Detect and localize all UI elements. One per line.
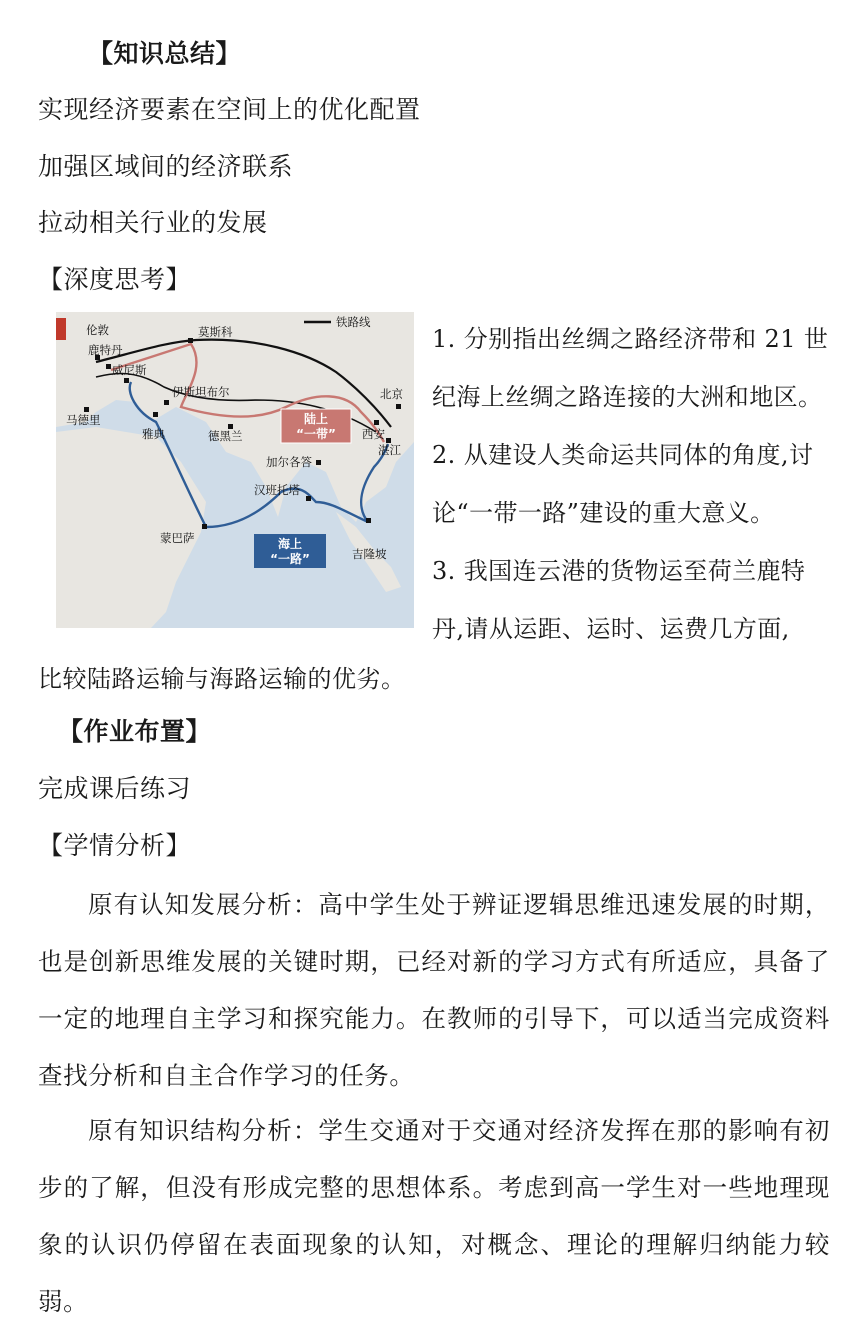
- city-marker-istanbul: [164, 400, 169, 405]
- city-label-beijing: 北京: [380, 387, 403, 401]
- land-route-label-line1: 陆上: [303, 412, 329, 426]
- city-marker-rotterdam: [106, 364, 111, 369]
- summary-heading: 【知识总结】: [88, 39, 242, 68]
- deep-thinking-heading: 【深度思考】: [38, 265, 192, 294]
- summary-point: 拉动相关行业的发展: [38, 208, 268, 237]
- city-label-tehran: 德黑兰: [208, 429, 243, 443]
- city-marker-hambantota: [306, 496, 311, 501]
- city-label-rotterdam: 鹿特丹: [88, 343, 123, 357]
- sea-route-label-line2: “一路”: [270, 552, 310, 566]
- city-label-xian: 西安: [362, 427, 385, 441]
- city-marker-athens: [153, 412, 158, 417]
- city-label-zhanjiang: 湛江: [378, 443, 401, 457]
- question-3: 3. 我国连云港的货物运至荷兰鹿特丹,请从运距、运时、运费几方面,: [432, 557, 806, 643]
- city-marker-venice: [124, 378, 129, 383]
- homework-heading: 【作业布置】: [58, 717, 212, 746]
- homework-text: 完成课后练习: [38, 774, 192, 803]
- belt-and-road-map: [56, 312, 414, 628]
- city-label-athens: 雅典: [142, 427, 165, 441]
- city-marker-moscow: [188, 338, 193, 343]
- city-label-london: 伦敦: [86, 323, 109, 337]
- analysis-paragraph-1: 原有认知发展分析：高中学生处于辨证逻辑思维迅速发展的时期，也是创新思维发展的关键时期，已经对新的学习方式有所适应，具备了一定的地理自主学习和探究能力。在教师的引导下，可以适当完成资料查找分析和自主合作学习的任务。: [38, 890, 830, 1090]
- analysis-paragraph-2: 原有知识结构分析：学生交通对于交通对经济发挥在那的影响有初步的了解，但没有形成完整的思想体系。考虑到高一学生对一些地理现象的认识仍停留在表面现象的认知，对概念、理论的理解归纳能力较弱。: [38, 1116, 830, 1316]
- city-label-hambantota: 汉班托塔: [254, 483, 300, 497]
- city-marker-kuala-lumpur: [366, 518, 371, 523]
- question-3-continued: 比较陆路运输与海路运输的优劣。: [38, 665, 406, 693]
- question-1: 1. 分别指出丝绸之路经济带和 21 世纪海上丝绸之路连接的大洲和地区。: [432, 325, 829, 411]
- sea-route-label-line1: 海上: [277, 537, 303, 551]
- city-label-istanbul: 伊斯坦布尔: [172, 385, 230, 399]
- legend-railway-label: 铁路线: [336, 315, 371, 329]
- city-label-kolkata: 加尔各答: [266, 455, 312, 469]
- question-2: 2. 从建设人类命运共同体的角度,讨论“一带一路”建设的重大意义。: [432, 441, 814, 527]
- land-route-label-line2: “一带”: [296, 427, 336, 441]
- city-marker-xian: [374, 420, 379, 425]
- city-label-moscow: 莫斯科: [198, 325, 233, 339]
- summary-point: 加强区域间的经济联系: [38, 152, 294, 181]
- city-label-mombasa: 蒙巴萨: [160, 531, 195, 545]
- city-marker-kolkata: [316, 460, 321, 465]
- city-marker-beijing: [396, 404, 401, 409]
- city-label-kuala-lumpur: 吉隆坡: [352, 547, 387, 561]
- city-marker-madrid: [84, 407, 89, 412]
- city-marker-mombasa: [202, 524, 207, 529]
- summary-point: 实现经济要素在空间上的优化配置: [38, 95, 421, 124]
- analysis-heading: 【学情分析】: [38, 831, 192, 860]
- city-label-madrid: 马德里: [66, 413, 101, 427]
- city-label-venice: 威尼斯: [112, 363, 147, 377]
- map-corner-marker: [56, 318, 66, 340]
